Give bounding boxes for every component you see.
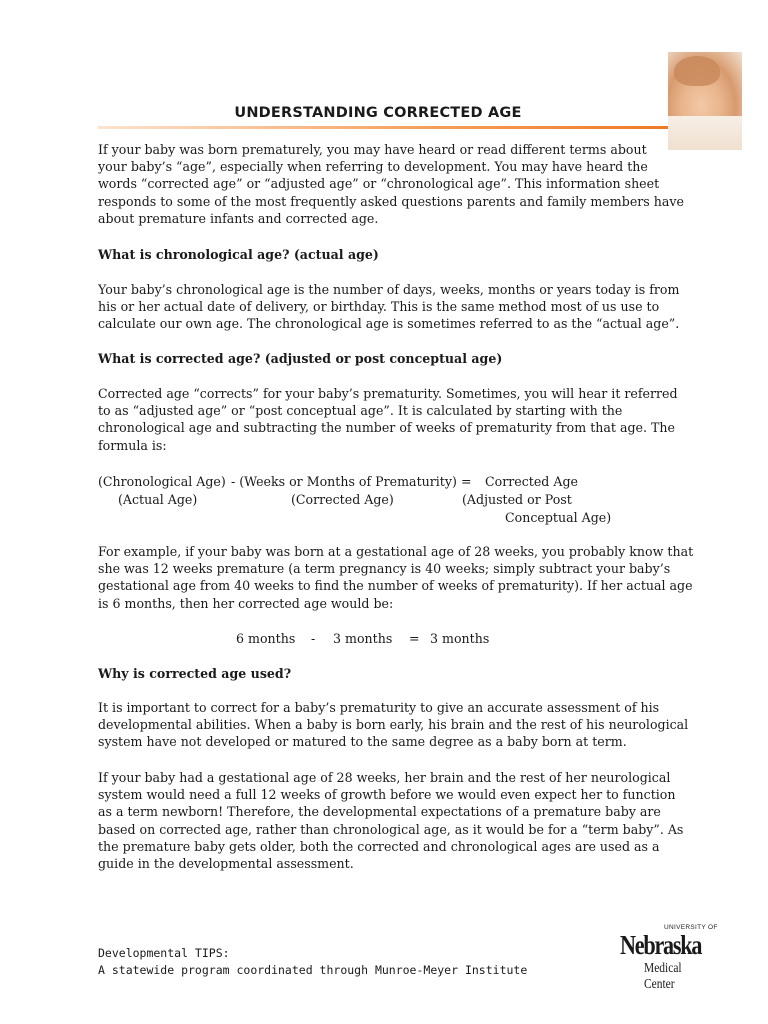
footer-program-name: Developmental TIPS: <box>98 946 230 960</box>
intro-paragraph <box>98 141 684 227</box>
formula-equals: = <box>461 474 472 489</box>
title-rule <box>98 126 668 129</box>
heading-why-corrected: Why is corrected age used? <box>98 666 292 681</box>
text-line: responds to some of the most frequently asked questions parents and family members have <box>98 193 684 209</box>
footer-program-description: A statewide program coordinated through Munroe-Meyer Institute <box>98 963 528 977</box>
photo-blanket-shape <box>668 116 742 150</box>
calc-actual: 6 months <box>236 631 296 646</box>
text-line: words “corrected age” or “adjusted age” or “chronological age”. This information sheet <box>98 176 660 192</box>
formula-result: Corrected Age <box>485 474 578 489</box>
logo-university-of: UNIVERSITY OF <box>664 924 718 931</box>
heading-chronological-age: What is chronological age? (actual age) <box>98 247 379 262</box>
formula-prematurity: - (Weeks or Months of Prematurity) <box>231 474 457 489</box>
text-line: It is important to correct for a baby’s prematurity to give an accurate assessment of his <box>98 700 660 715</box>
corrected-paragraph <box>98 385 678 454</box>
chronological-paragraph <box>98 281 680 333</box>
page-title: UNDERSTANDING CORRECTED AGE <box>234 105 522 121</box>
text-line: Your baby’s chronological age is the number of days, weeks, months or years today is from <box>98 282 680 297</box>
calc-equals: = <box>409 631 420 646</box>
text-line: system have not developed or matured to the same degree as a baby born at term. <box>98 734 627 750</box>
logo-medical-center: Medical Center <box>644 961 682 992</box>
text-line: If your baby was born prematurely, you may have heard or read different terms about <box>98 142 647 157</box>
calc-prematurity: 3 months <box>333 631 393 646</box>
calc-result: 3 months <box>430 631 490 646</box>
example-paragraph <box>98 543 694 612</box>
text-line: his or her actual date of delivery, or birthday. This is the same method most of us use to <box>98 299 660 315</box>
photo-hand-shape <box>674 56 720 86</box>
university-logo <box>620 924 730 992</box>
baby-photo <box>668 52 742 150</box>
formula-actual-age: (Actual Age) <box>118 492 198 507</box>
text-line: as a term newborn! Therefore, the developmental expectations of a premature baby are <box>98 804 661 820</box>
text-line: about premature infants and corrected age. <box>98 210 379 226</box>
text-line: the premature baby gets older, both the corrected and chronological ages are used as a <box>98 838 660 854</box>
text-line: For example, if your baby was born at a gestational age of 28 weeks, you probably know that <box>98 544 694 559</box>
text-line: system would need a full 12 weeks of growth before we would even expect her to function <box>98 787 676 803</box>
text-line: If your baby had a gestational age of 28 weeks, her brain and the rest of her neurological <box>98 770 671 785</box>
text-line: your baby’s “age”, especially when referring to development. You may have heard the <box>98 159 648 175</box>
why-paragraph-2 <box>98 769 684 872</box>
text-line: to as “adjusted age” or “post conceptual age”. It is calculated by starting with the <box>98 403 623 419</box>
text-line: she was 12 weeks premature (a term pregnancy is 40 weeks; simply subtract your baby’s <box>98 561 671 577</box>
formula-adjusted: (Adjusted or Post <box>462 492 572 507</box>
formula-corrected-age: (Corrected Age) <box>291 492 394 507</box>
heading-corrected-age: What is corrected age? (adjusted or post conceptual age) <box>98 351 503 366</box>
text-line: Corrected age “corrects” for your baby’s prematurity. Sometimes, you will hear it referred <box>98 386 678 401</box>
text-line: calculate our own age. The chronological age is sometimes referred to as the “actual age”. <box>98 316 680 332</box>
text-line: gestational age from 40 weeks to find the number of weeks of prematurity). If her actual age <box>98 578 693 594</box>
text-line: chronological age and subtracting the number of weeks of prematurity from that age. The <box>98 420 675 436</box>
calc-minus: - <box>311 631 316 646</box>
text-line: formula is: <box>98 437 167 453</box>
text-line: is 6 months, then her corrected age would be: <box>98 595 394 611</box>
footer <box>98 945 527 979</box>
logo-nebraska: Nebraska <box>620 930 702 960</box>
why-paragraph-1 <box>98 699 689 751</box>
text-line: based on corrected age, rather than chronological age, as it would be for a “term baby”. As <box>98 821 684 837</box>
formula-conceptual: Conceptual Age) <box>505 510 612 525</box>
text-line: developmental abilities. When a baby is born early, his brain and the rest of his neurological <box>98 717 689 733</box>
formula-chronological: (Chronological Age) <box>98 474 226 489</box>
text-line: guide in the developmental assessment. <box>98 856 354 872</box>
